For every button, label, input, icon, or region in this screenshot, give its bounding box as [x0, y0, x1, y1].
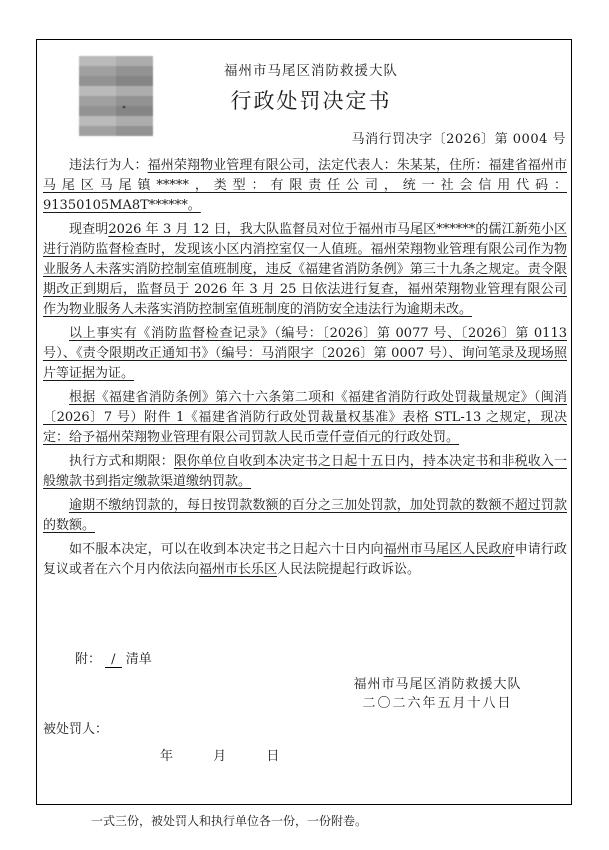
penalty-decision: 给予福州荣翔物业管理有限公司罚款人民币壹仟壹佰元的行政处罚。 — [69, 430, 460, 445]
recipient-year: 年 — [160, 749, 174, 764]
appeal-government: 福州市马尾区人民政府 — [383, 542, 515, 557]
document-number: 马消行罚决字〔2026〕第 0004 号 — [351, 132, 566, 147]
overdue-paragraph — [43, 496, 567, 536]
evidence-details: 以上事实有《消防监督检查记录》（编号：〔2026〕第 0077 号、〔2026〕第 0113 号）、《责令限期改正通知书》（编号：马消限字〔2026〕第 0007 号）、询问笔录及现场照片等证据为证。 — [43, 326, 567, 381]
decision-paragraph — [43, 388, 567, 448]
appeal-court: 福州市长乐区 — [199, 562, 278, 577]
appeal-middle: 申请行政复议或者在六个月内依法向 — [43, 542, 567, 577]
evidence-paragraph — [43, 324, 567, 384]
facts-details: 2026 年 3 月 12 日，我大队监督员对位于福州市马尾区******的儒江新苑小区进行消防监督检查时，发现该小区内消控室仅一人值班。福州荣翔物业管理有限公司作为物业服务人未落实消防控制室值班制度，违反《福建省消防条例》第三十九条之规定。责令限期改正到期后，监督员于 2026 年 3 月 25 日依法进行复查，福州荣翔物业管理有限公司作为物业服务人未落实消防控制室值班制度的消防安全违法行为逾期未改。 — [43, 222, 567, 317]
recipient-label: 被处罚人： — [43, 722, 109, 737]
execution-label: 执行方式和期限： — [69, 454, 174, 469]
appeal-paragraph — [43, 540, 567, 580]
document-title: 行政处罚决定书 — [230, 89, 392, 113]
copies-note: 一式三份，被处罚人和执行单位各一份，一份附卷。 — [91, 814, 368, 828]
execution-details: 限你单位自收到本决定书之日起十五日内，持本决定书和非税收入一般缴款书到指定缴款渠道缴纳罚款。 — [43, 454, 567, 489]
recipient-month: 月 — [213, 749, 227, 764]
attachment-line — [75, 648, 152, 667]
recipient-day: 日 — [266, 749, 280, 764]
violator-label: 违法行为人： — [69, 158, 148, 173]
document-body — [43, 156, 567, 584]
recipient-date-line — [160, 745, 301, 764]
legal-basis: 根据《福建省消防条例》第六十六条第二项和《福建省消防行政处罚裁量规定》（闽消〔2026〕7 号）附件 1《福建省消防行政处罚裁量权基准》表格 STL-13 之规定，现决定： — [43, 390, 567, 445]
attachment-count: / — [105, 652, 121, 668]
attachment-label: 附： — [75, 652, 102, 667]
signature-org: 福州市马尾区消防救援大队 — [353, 677, 522, 692]
violator-paragraph — [43, 156, 567, 216]
appeal-suffix: 人民法院提起行政诉讼。 — [277, 562, 421, 577]
issuing-org-name: 福州市马尾区消防救援大队 — [224, 63, 398, 79]
redacted-seal-image — [79, 56, 153, 136]
execution-paragraph — [43, 452, 567, 492]
signature-date: 二〇二六年五月十八日 — [362, 696, 513, 711]
facts-paragraph — [43, 220, 567, 320]
overdue-details: 逾期不缴纳罚款的，每日按罚款数额的百分之三加处罚款，加处罚款的数额不超过罚款的数额。 — [43, 498, 567, 533]
facts-prefix: 现查明 — [69, 222, 109, 237]
appeal-prefix: 如不服本决定，可以在收到本决定书之日起六十日内向 — [69, 542, 384, 557]
attachment-suffix: 清单 — [125, 652, 152, 667]
violator-details: 福州荣翔物业管理有限公司，法定代表人：朱某某，住所：福建省福州市马尾区马尾镇*****，类型：有限责任公司，统一社会信用代码：91350105MA8T******。 — [43, 158, 567, 213]
